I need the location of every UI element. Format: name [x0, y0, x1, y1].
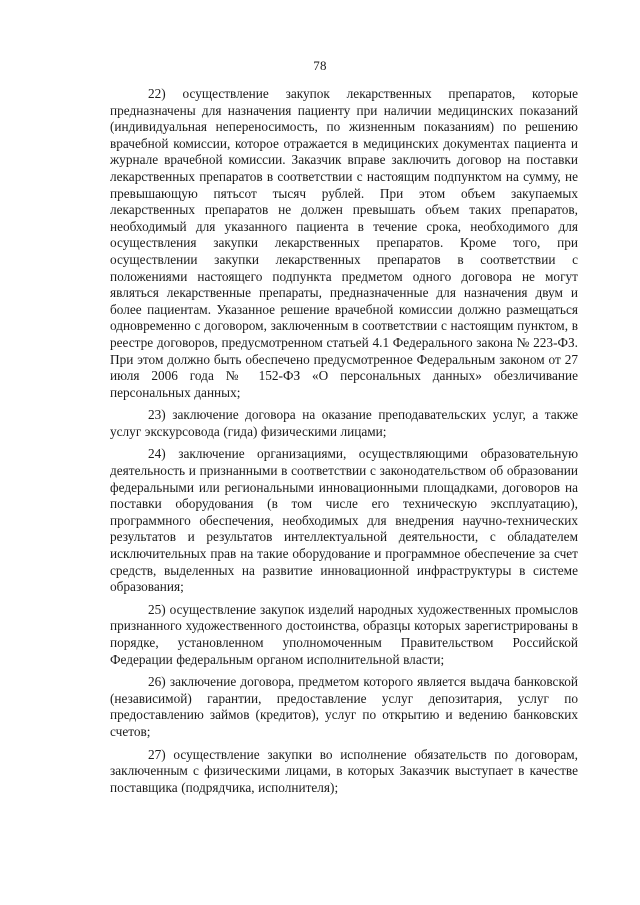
document-body	[110, 86, 578, 796]
page-number: 78	[313, 58, 327, 73]
paragraph-item-26: 26) заключение договора, предметом которого является выдача банковской (независимой) гарантии, предоставление услуг депозитария, услуг по предоставлению займов (кредитов), услуг по открытию и ведению банковских счетов;	[110, 674, 578, 739]
paragraph-item-27: 27) осуществление закупки во исполнение обязательств по договорам, заключенным с физическими лицами, в которых Заказчик выступает в качестве поставщика (подрядчика, исполнителя);	[110, 746, 578, 795]
paragraph-item-24: 24) заключение организациями, осуществляющими образовательную деятельность и признанными в соответствии с законодательством об образовании федеральными или региональными инновационными площадками, договоров на поставки оборудования (в том числе его техническую эксплуатацию), программного обеспечения, необходимых для внедрения научно-технических результатов и результатов интеллектуальной деятельности, с обладателем исключительных прав на такие оборудование и программное обеспечение за счет средств, выделенных на развитие инновационной инфраструктуры в системе образования;	[110, 446, 578, 595]
paragraph-item-22: 22) осуществление закупок лекарственных препаратов, которые предназначены для назначения пациенту при наличии медицинских показаний (индивидуальная непереносимость, по жизненным показаниям) по решению врачебной комиссии, которое отражается в медицинских документах пациента и журнале врачебной комиссии. Заказчик вправе заключить договор на поставки лекарственных препаратов в соответствии с настоящим подпунктом на сумму, не превышающую пятьсот тысяч рублей. При этом объем закупаемых лекарственных препаратов не должен превышать объем таких препаратов, необходимый для указанного пациента в течение срока, необходимого для осуществления закупки лекарственных препаратов. Кроме того, при осуществлении закупки лекарственных препаратов в соответствии с положениями настоящего подпункта предметом одного договора не могут являться лекарственные препараты, предназначенные для назначения двум и более пациентам. Указанное решение врачебной комиссии должно размещаться одновременно с договором, заключенным в соответствии с настоящим пунктом, в реестре договоров, предусмотренном статьей 4.1 Федерального закона № 223-ФЗ. При этом должно быть обеспечено предусмотренное Федеральным законом от 27 июля 2006 года № 152-ФЗ «О персональных данных» обезличивание персональных данных;	[110, 86, 578, 400]
paragraph-item-25: 25) осуществление закупок изделий народных художественных промыслов признанного художественного достоинства, образцы которых зарегистрированы в порядке, установленном уполномоченным Правительством Российской Федерации федеральным органом исполнительной власти;	[110, 601, 578, 667]
paragraph-item-23: 23) заключение договора на оказание преподавательских услуг, а также услуг экскурсовода (гида) физическими лицами;	[110, 407, 578, 439]
